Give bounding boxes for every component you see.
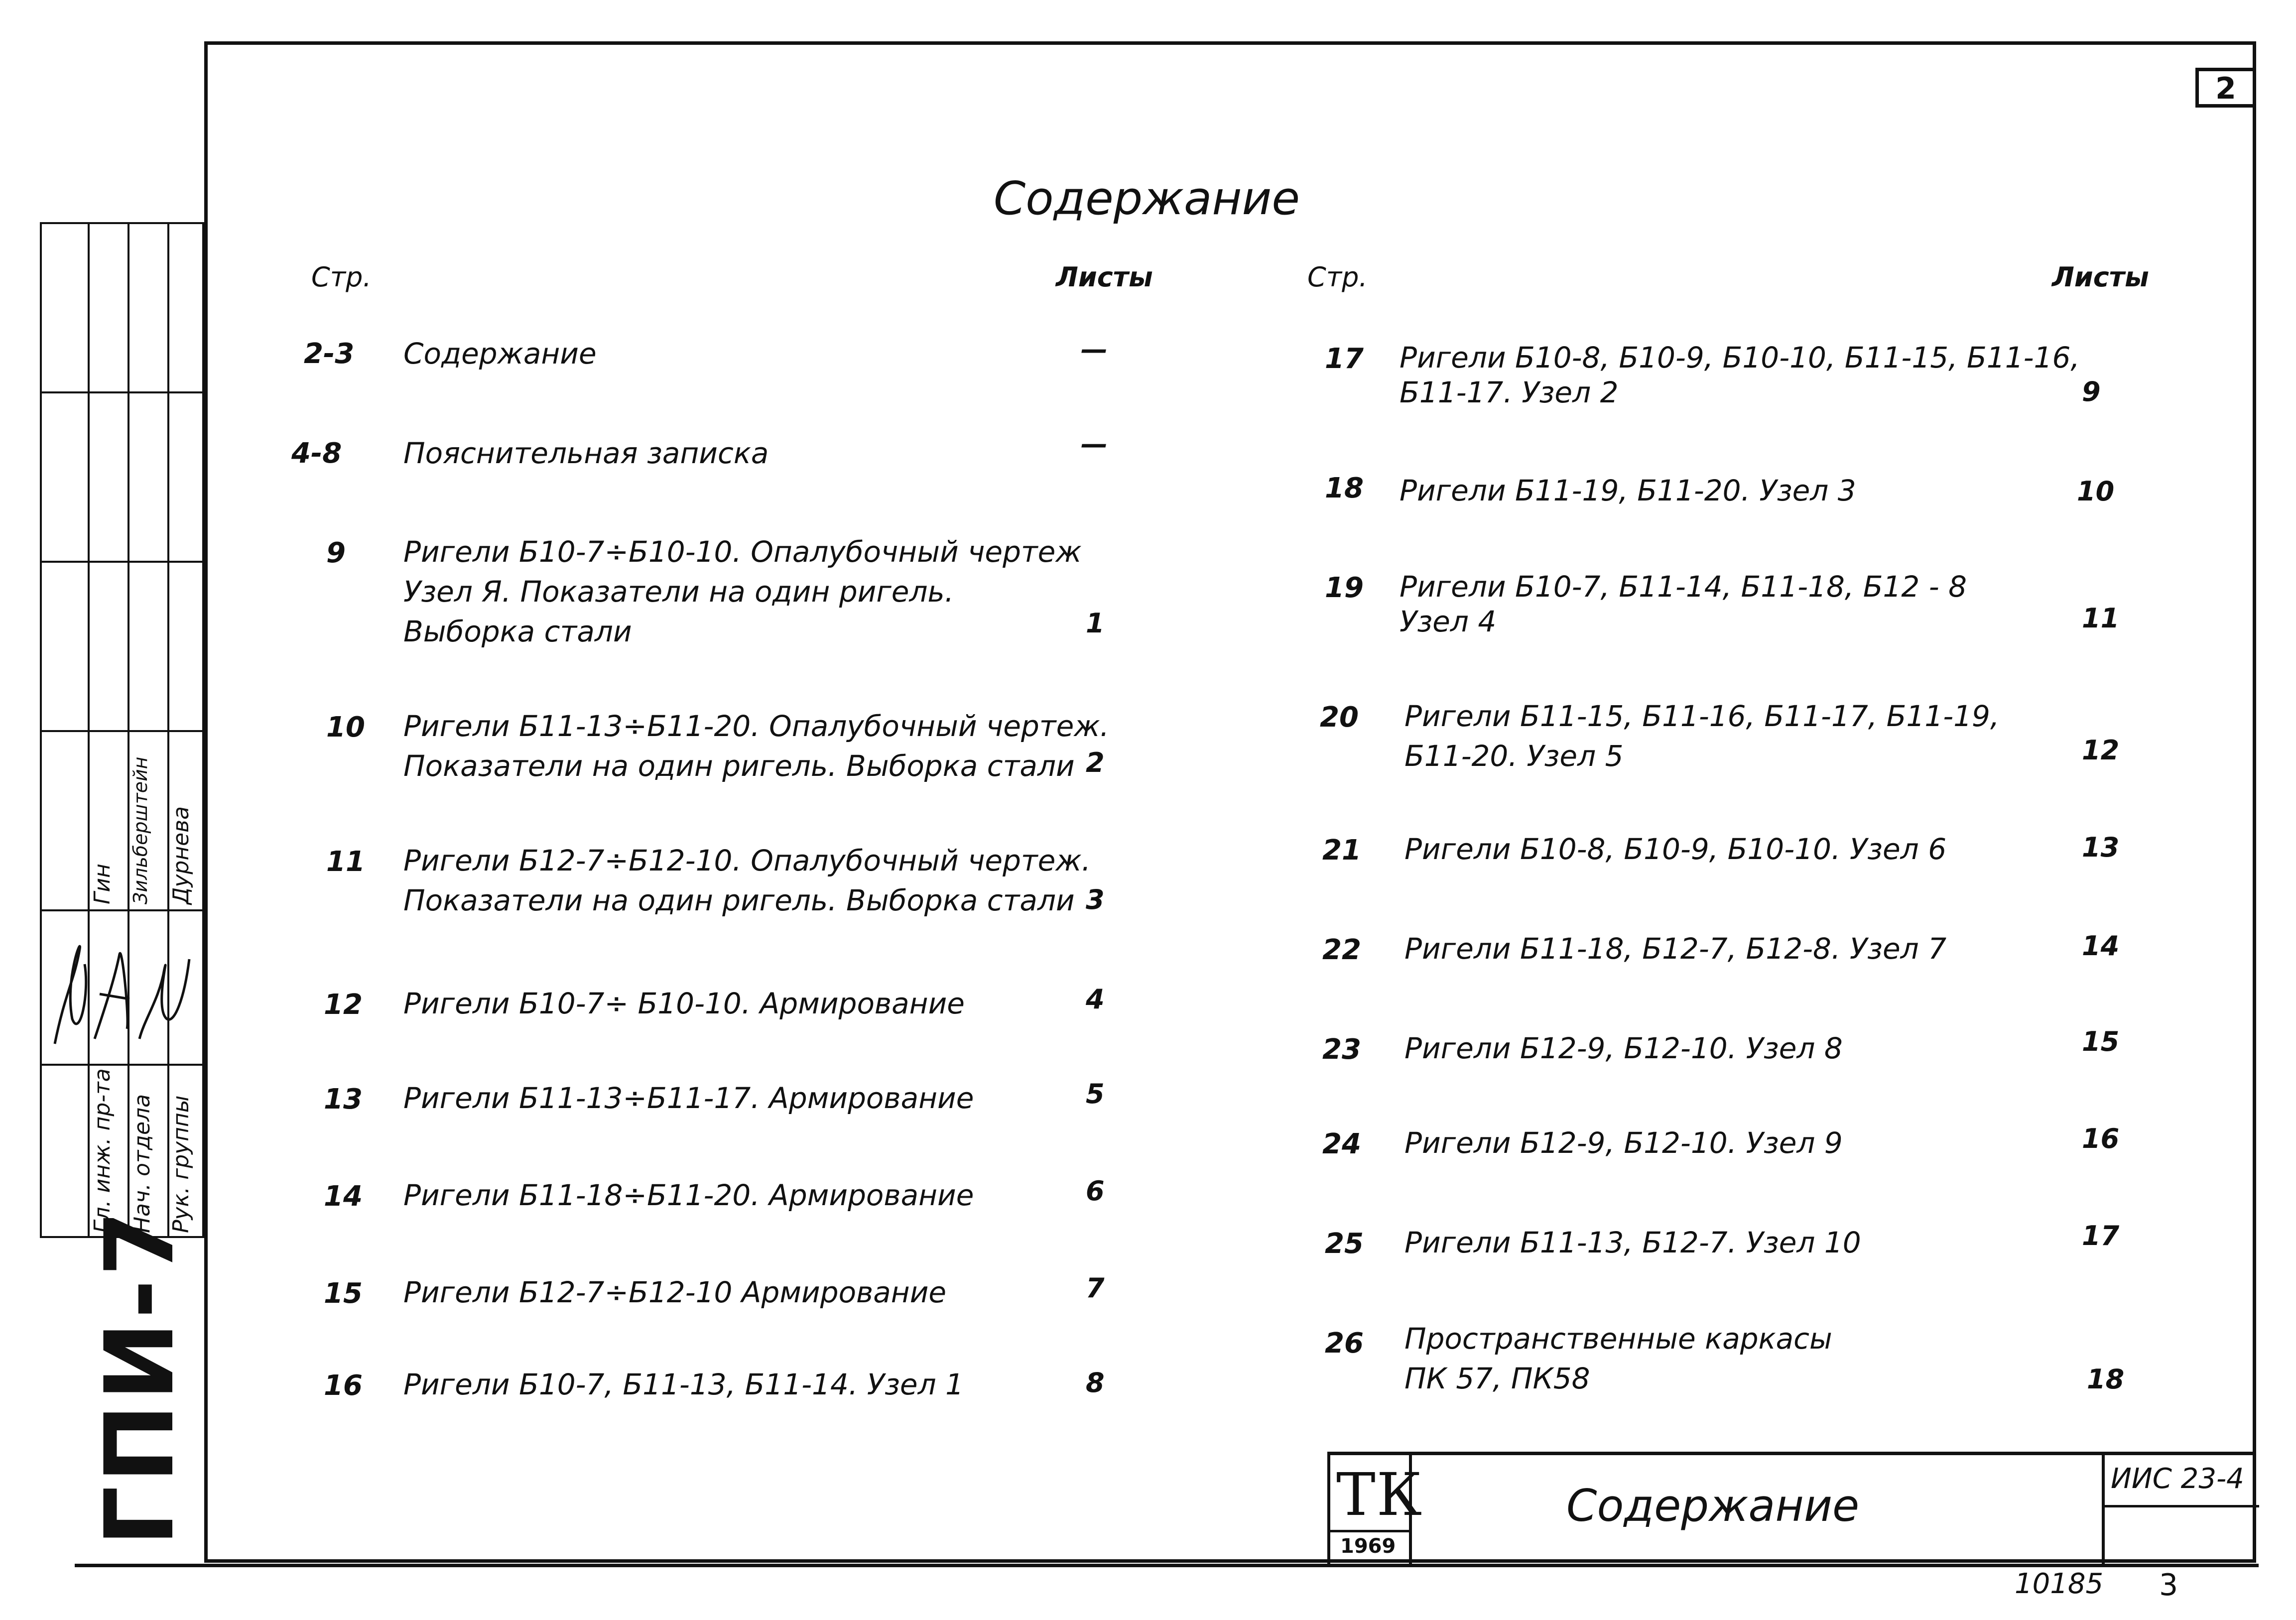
row-line: Б11-20. Узел 5 [1404, 739, 1624, 773]
stamp-role-chief-engineer: Гл. инж. пр-та [90, 1068, 115, 1233]
row-line: Пояснительная записка [403, 436, 769, 470]
row-sheet: 16 [2082, 1123, 2120, 1154]
row-sheet: 13 [2082, 832, 2120, 863]
row-line: Ригели Б12-9, Б12-10. Узел 9 [1404, 1126, 1843, 1160]
organization-label: ГПИ-7 [85, 1207, 195, 1546]
code-cell [2102, 1455, 2256, 1566]
row-sheet: 12 [2082, 735, 2120, 766]
row-sheet: 18 [2087, 1364, 2125, 1395]
row-sheet: 2 [1086, 747, 1105, 778]
row-line: Ригели Б11-18÷Б11-20. Армирование [403, 1178, 974, 1212]
row-line: Ригели Б11-15, Б11-16, Б11-17, Б11-19, [1404, 699, 2000, 733]
row-sheet: 7 [1086, 1272, 1105, 1304]
stamp-name-1: Гин [90, 864, 115, 904]
row-line: Ригели Б12-7÷Б12-10. Опалубочный чертеж. [403, 844, 1091, 877]
row-page: 14 [324, 1180, 363, 1213]
stamp-line [167, 222, 169, 1236]
row-sheet: 3 [1086, 884, 1105, 915]
row-line: Ригели Б10-7÷Б10-10. Опалубочный чертеж [403, 535, 1082, 569]
page-number-box [2195, 68, 2256, 108]
stamp-line [40, 561, 204, 563]
row-sheet: 5 [1086, 1078, 1105, 1110]
stamp-role-group-head: Рук. группы [168, 1095, 194, 1233]
series-code: ИИС 23-4 [2111, 1463, 2244, 1495]
row-line: Узел 4 [1400, 605, 1497, 638]
signatures [45, 919, 204, 1064]
tk-label: ТК [1336, 1460, 1423, 1529]
right-header-sheets: Листы [2052, 261, 2149, 293]
title-block [1327, 1452, 2256, 1566]
row-page: 23 [1322, 1033, 1361, 1066]
row-page: 20 [1320, 701, 1359, 734]
row-line: Ригели Б11-18, Б12-7, Б12-8. Узел 7 [1404, 932, 1947, 966]
row-sheet: 9 [2082, 376, 2101, 407]
row-page: 18 [1325, 472, 1364, 504]
row-line: Показатели на один ригель. Выборка стали [403, 749, 1075, 783]
row-line: Ригели Б12-9, Б12-10. Узел 8 [1404, 1031, 1843, 1065]
stamp-name-3: Дурнева [168, 806, 194, 904]
tk-cell [1327, 1455, 1423, 1566]
row-sheet: — [1081, 334, 1108, 365]
row-page: 16 [324, 1370, 363, 1402]
tk-divider [1330, 1530, 1412, 1532]
row-line: Ригели Б10-7, Б11-14, Б11-18, Б12 - 8 [1400, 570, 1967, 604]
left-header-sheets: Листы [1056, 261, 1153, 293]
row-line: ПК 57, ПК58 [1404, 1362, 1590, 1395]
row-sheet: 11 [2082, 603, 2120, 634]
row-page: 10 [326, 711, 365, 744]
row-sheet: 14 [2082, 930, 2120, 962]
row-line: Ригели Б12-7÷Б12-10 Армирование [403, 1275, 947, 1309]
row-line: Показатели на один ригель. Выборка стали [403, 883, 1075, 917]
row-sheet: 1 [1086, 608, 1105, 639]
row-line: Ригели Б10-7, Б11-13, Б11-14. Узел 1 [403, 1368, 964, 1401]
row-line: Содержание [403, 337, 597, 371]
code-divider [2105, 1505, 2259, 1507]
left-header-page: Стр. [311, 261, 372, 293]
tk-year: 1969 [1340, 1535, 1396, 1558]
stamp-name-2: Зильберштейн [129, 756, 151, 904]
row-line: Ригели Б11-13÷Б11-17. Армирование [403, 1081, 974, 1115]
row-page: 4-8 [291, 437, 342, 470]
row-page: 26 [1325, 1327, 1364, 1360]
row-page: 13 [324, 1083, 363, 1116]
archive-number: 10185 [2015, 1568, 2104, 1600]
row-page: 19 [1325, 572, 1364, 604]
row-sheet: 8 [1086, 1367, 1105, 1398]
row-page: 22 [1322, 934, 1361, 966]
stamp-line [40, 222, 204, 224]
row-line: Ригели Б11-13, Б12-7. Узел 10 [1404, 1226, 1861, 1259]
row-sheet: 15 [2082, 1026, 2120, 1057]
row-line: Ригели Б11-13÷Б11-20. Опалубочный чертеж. [403, 709, 1109, 743]
row-page: 12 [324, 989, 363, 1021]
sheet-number: 3 [2159, 1568, 2178, 1603]
stamp-role-dept-head: Нач. отдела [129, 1094, 155, 1233]
row-page: 24 [1322, 1128, 1361, 1160]
stamp-line [40, 1064, 204, 1066]
row-page: 11 [326, 846, 365, 878]
row-page: 21 [1322, 834, 1361, 867]
row-line: Ригели Б10-8, Б10-9, Б10-10. Узел 6 [1404, 832, 1947, 866]
row-line: Узел Я. Показатели на один ригель. [403, 575, 954, 609]
stamp-line [40, 391, 204, 393]
row-line: Б11-17. Узел 2 [1400, 375, 1619, 409]
right-header-page: Стр. [1307, 261, 1368, 293]
row-line: Ригели Б10-7÷ Б10-10. Армирование [403, 987, 965, 1020]
row-line: Пространственные каркасы [1404, 1322, 1832, 1356]
row-page: 17 [1325, 343, 1364, 375]
stamp-line [40, 730, 204, 732]
row-sheet: — [1081, 428, 1108, 460]
row-page: 15 [324, 1277, 363, 1310]
page-number: 2 [2215, 71, 2236, 106]
stamp-line [128, 222, 129, 1236]
row-sheet: 10 [2077, 476, 2115, 507]
row-page: 25 [1325, 1228, 1364, 1260]
row-sheet: 17 [2082, 1220, 2120, 1251]
stamp-line [40, 222, 42, 1236]
stamp-line [202, 222, 204, 1236]
row-line: Выборка стали [403, 615, 632, 648]
row-sheet: 6 [1086, 1175, 1105, 1207]
stamp-line [40, 909, 204, 911]
title-block-name: Содержание [1566, 1480, 1860, 1531]
row-page: 9 [326, 537, 346, 569]
row-line: Ригели Б11-19, Б11-20. Узел 3 [1400, 474, 1856, 507]
row-sheet: 4 [1086, 984, 1105, 1015]
document-title: Содержание [994, 172, 1300, 225]
row-page: 2-3 [304, 338, 355, 370]
drawing-frame [204, 41, 2256, 1563]
row-line: Ригели Б10-8, Б10-9, Б10-10, Б11-15, Б11-16, [1400, 341, 2080, 374]
